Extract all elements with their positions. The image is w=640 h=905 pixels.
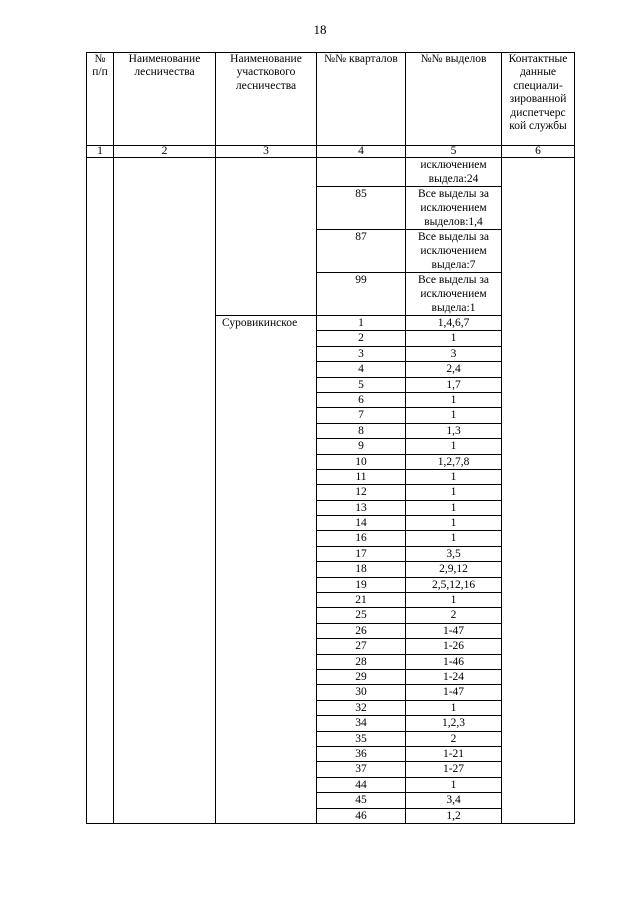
quarter-cell: 25 <box>317 608 406 623</box>
plots-cell: 1 <box>406 469 502 484</box>
plots-cell: 1,7 <box>406 377 502 392</box>
quarter-cell: 1 <box>317 316 406 331</box>
quarter-cell: 3 <box>317 346 406 361</box>
quarter-cell <box>317 158 406 187</box>
plots-cell: 1-47 <box>406 685 502 700</box>
quarter-cell: 14 <box>317 516 406 531</box>
number-cell <box>87 158 114 824</box>
quarter-cell: 29 <box>317 669 406 684</box>
quarter-cell: 18 <box>317 562 406 577</box>
quarter-cell: 19 <box>317 577 406 592</box>
header-cell: Наименование участкового лесничества <box>216 53 317 146</box>
quarter-cell: 28 <box>317 654 406 669</box>
plots-cell: 1-46 <box>406 654 502 669</box>
plots-cell: 2,4 <box>406 362 502 377</box>
plots-cell: 1 <box>406 777 502 792</box>
plots-cell: 1-47 <box>406 623 502 638</box>
quarter-cell: 85 <box>317 187 406 230</box>
plots-cell: 2,5,12,16 <box>406 577 502 592</box>
plots-cell: 1 <box>406 392 502 407</box>
quarter-cell: 44 <box>317 777 406 792</box>
plots-cell: Все выделы за исключением выделов:1,4 <box>406 187 502 230</box>
plots-cell: 1 <box>406 700 502 715</box>
quarter-cell: 87 <box>317 230 406 273</box>
quarter-cell: 10 <box>317 454 406 469</box>
column-number-row <box>87 146 575 158</box>
plots-cell: 2 <box>406 608 502 623</box>
plots-cell: 1 <box>406 531 502 546</box>
header-cell: № п/п <box>87 53 114 146</box>
plots-cell: 1 <box>406 500 502 515</box>
header-row <box>87 53 575 146</box>
subdistrict-cell: Суровикинское <box>216 316 317 824</box>
quarter-cell: 6 <box>317 392 406 407</box>
column-number: 2 <box>114 146 216 158</box>
plots-cell: 3,5 <box>406 546 502 561</box>
table-body <box>87 53 575 824</box>
column-number: 1 <box>87 146 114 158</box>
plots-cell: 1,2 <box>406 808 502 823</box>
plots-cell: 3 <box>406 346 502 361</box>
quarter-cell: 21 <box>317 593 406 608</box>
quarter-cell: 99 <box>317 273 406 316</box>
plots-cell: 1-27 <box>406 762 502 777</box>
plots-cell: 1 <box>406 516 502 531</box>
plots-cell: 1 <box>406 408 502 423</box>
forestry-name-cell <box>114 158 216 824</box>
quarter-cell: 30 <box>317 685 406 700</box>
quarter-cell: 2 <box>317 331 406 346</box>
plots-cell: Все выделы за исключением выдела:1 <box>406 273 502 316</box>
quarter-cell: 46 <box>317 808 406 823</box>
contact-cell <box>502 158 575 824</box>
quarter-cell: 34 <box>317 716 406 731</box>
plots-cell: 1-24 <box>406 669 502 684</box>
quarter-cell: 16 <box>317 531 406 546</box>
plots-cell: 1,2,3 <box>406 716 502 731</box>
forestry-table <box>86 52 575 824</box>
plots-cell: 1 <box>406 439 502 454</box>
quarter-cell: 35 <box>317 731 406 746</box>
plots-cell: 3,4 <box>406 793 502 808</box>
quarter-cell: 17 <box>317 546 406 561</box>
quarter-cell: 5 <box>317 377 406 392</box>
column-number: 4 <box>317 146 406 158</box>
page-number: 18 <box>313 22 327 37</box>
header-cell: Наименование лесничества <box>114 53 216 146</box>
table-row <box>87 158 575 187</box>
quarter-cell: 4 <box>317 362 406 377</box>
plots-cell: 1 <box>406 331 502 346</box>
column-number: 3 <box>216 146 317 158</box>
plots-cell: Все выделы за исключением выдела:7 <box>406 230 502 273</box>
quarter-cell: 37 <box>317 762 406 777</box>
quarter-cell: 11 <box>317 469 406 484</box>
plots-cell: 1 <box>406 593 502 608</box>
quarter-cell: 45 <box>317 793 406 808</box>
quarter-cell: 32 <box>317 700 406 715</box>
header-cell: Контактные данные специали-зированной диспетчерс кой службы <box>502 53 575 146</box>
quarter-cell: 7 <box>317 408 406 423</box>
quarter-cell: 27 <box>317 639 406 654</box>
plots-cell: 1,3 <box>406 423 502 438</box>
plots-cell: 1,4,6,7 <box>406 316 502 331</box>
plots-cell: 1-26 <box>406 639 502 654</box>
column-number: 5 <box>406 146 502 158</box>
subdistrict-cell <box>216 158 317 316</box>
header-cell: №№ кварталов <box>317 53 406 146</box>
quarter-cell: 9 <box>317 439 406 454</box>
plots-cell: 2 <box>406 731 502 746</box>
quarter-cell: 13 <box>317 500 406 515</box>
plots-cell: исключением выдела:24 <box>406 158 502 187</box>
quarter-cell: 36 <box>317 746 406 761</box>
quarter-cell: 12 <box>317 485 406 500</box>
quarter-cell: 26 <box>317 623 406 638</box>
header-cell: №№ выделов <box>406 53 502 146</box>
column-number: 6 <box>502 146 575 158</box>
plots-cell: 1,2,7,8 <box>406 454 502 469</box>
plots-cell: 1 <box>406 485 502 500</box>
plots-cell: 1-21 <box>406 746 502 761</box>
plots-cell: 2,9,12 <box>406 562 502 577</box>
quarter-cell: 8 <box>317 423 406 438</box>
